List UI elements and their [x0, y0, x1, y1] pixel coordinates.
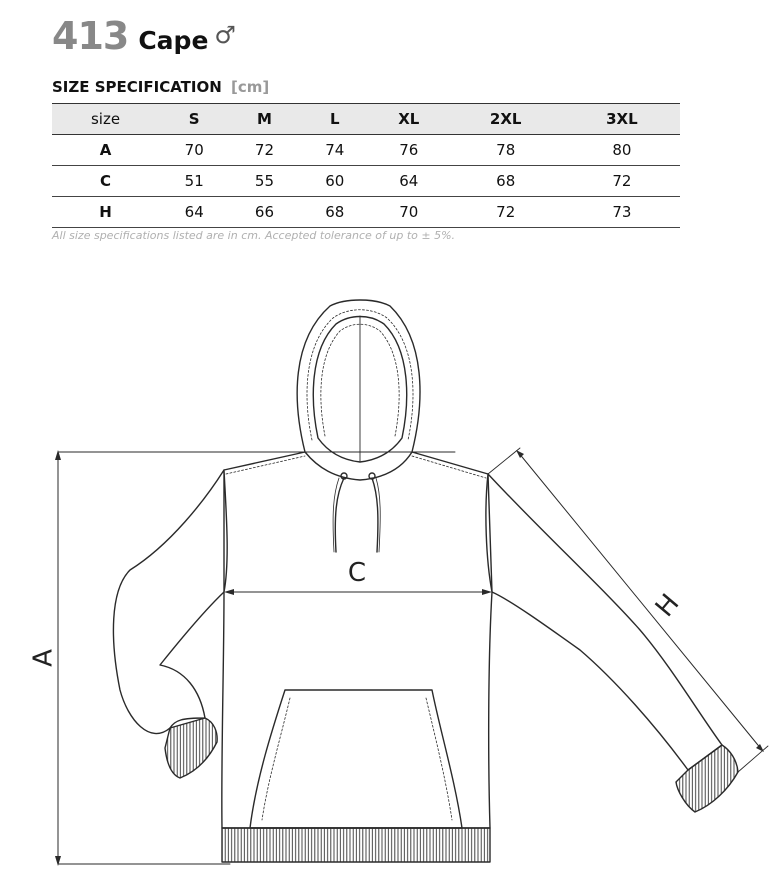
right-sleeve [488, 474, 722, 770]
table-cell: 74 [325, 141, 345, 159]
size-table [52, 103, 680, 228]
table-cell: 55 [254, 172, 275, 190]
hood-outer [297, 300, 420, 480]
column-header: size [90, 110, 121, 128]
section-title [52, 78, 269, 96]
product-name: Cape [138, 26, 209, 55]
product-code: 413 [52, 14, 129, 58]
table-cell: 64 [184, 203, 204, 221]
table-header-row [52, 104, 680, 135]
table-cell: 60 [325, 172, 345, 190]
hem-rib [222, 828, 490, 862]
left-cuff [165, 718, 217, 778]
table-cell: 72 [496, 203, 516, 221]
tolerance-note: All size specifications listed are in cm. Accepted tolerance of up to ± 5%. [52, 229, 456, 242]
column-header: 2XL [489, 110, 522, 128]
table-cell: 72 [612, 172, 632, 190]
column-header: M [257, 110, 272, 128]
measure-label-h: H [649, 588, 686, 623]
measure-label-a: A [28, 649, 59, 667]
table-row [52, 135, 680, 166]
table-cell: 80 [612, 141, 632, 159]
table-cell: 70 [184, 141, 204, 159]
column-header: XL [398, 110, 420, 128]
left-sleeve [113, 470, 224, 734]
table-row [52, 197, 680, 228]
column-header: 3XL [606, 110, 638, 128]
table-cell: 73 [612, 203, 632, 221]
table-cell: 76 [399, 141, 419, 159]
measure-label-c: C [347, 558, 367, 588]
row-label: A [99, 141, 112, 159]
table-cell: 64 [399, 172, 419, 190]
column-header: L [329, 110, 340, 128]
table-cell: 51 [184, 172, 204, 190]
product-title [52, 14, 236, 60]
table-row [52, 166, 680, 197]
section-unit: [cm] [231, 78, 270, 96]
row-label: H [99, 203, 112, 221]
table-cell: 78 [496, 141, 516, 159]
table-cell: 70 [399, 203, 419, 221]
table-cell: 68 [325, 203, 345, 221]
hoodie-technical-drawing [0, 280, 780, 880]
male-icon: ♂ [214, 21, 236, 49]
row-label: C [100, 172, 112, 190]
column-header: S [188, 110, 200, 128]
table-cell: 66 [254, 203, 275, 221]
table-cell: 72 [254, 141, 275, 159]
section-title-text: SIZE SPECIFICATION [52, 78, 222, 96]
table-cell: 68 [496, 172, 516, 190]
